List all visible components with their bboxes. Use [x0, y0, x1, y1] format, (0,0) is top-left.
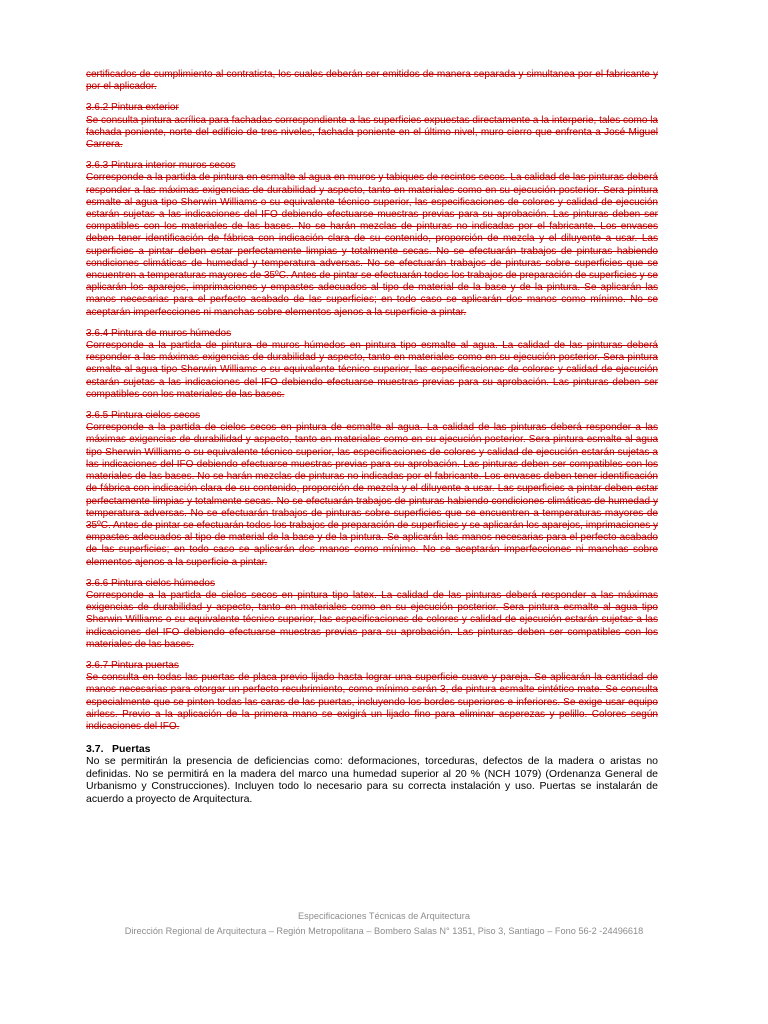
section-body: Corresponde a la partida de pintura en esmalte al agua en muros y tabiques de recintos secos. La calidad de las pinturas deberá responder a las máximas exigencias de durabilidad y aspecto, tanto en materiales como en su ejecución posterior. Sera pintura esmalte al agua tipo Sherwin Williams o su equivalente técnico superior, las especificaciones de colores y calidad de ejecución estarán sujetas a las indicaciones del IFO debiendo efectuarse muestras previas para su aprobación. Las pinturas deben ser compatibles con los materiales de las bases. No se harán mezclas de pinturas no indicadas por el fabricante. Los envases deben tener identificación de fábrica con indicación clara de su contenido, proporción de mezcla y el diluyente a usar. Las superficies a pintar deben estar perfectamente limpias y totalmente secas. No se efectuarán trabajos de pinturas habiendo condiciones climáticas de humedad y temperatura adversas. No se efectuarán trabajos de pinturas sobre superficies que se encuentren a temperaturas mayores de 35ºC. Antes de pintar se efectuarán todos los trabajos de preparación de superficies y se aplicarán los aparejos, imprimaciones y empastes adecuados al tipo de material de la base y de la pintura. Se aplicarán las manos necesarias para el perfecto acabado de las superficies; en todo caso se aplicarán dos manos como mínimo. No se aceptarán imperfecciones ni manchas sobre elementos ajenos a la superficie a pintar. [86, 172, 658, 318]
footer-title: Especificaciones Técnicas de Arquitectura [298, 911, 470, 921]
section-body: Se consulta pintura acrílica para fachadas correspondiente a las superficies expuestas directamente a la interperie, tales como la fachada poniente, norte del edificio de tres niveles, fachada poniente en el último nivel, muro cierro que enfrenta a José Miguel Carrera. [86, 114, 658, 151]
section-heading: 3.6.7 Pintura puertas [86, 659, 179, 671]
section-title-text: Puertas [112, 743, 151, 756]
intro-paragraph: certificados de cumplimiento al contratista, los cuales deberán ser emitidos de manera separada y simultanea por el fabricante y por el aplicador. [86, 69, 658, 93]
section-heading: 3.6.5 Pintura cielos secos [86, 410, 200, 422]
section-3-6-7 [86, 660, 658, 733]
section-body: Corresponde a la partida de cielos secos en pintura tipo latex. La calidad de las pinturas deberá responder a las máximas exigencias de durabilidad y aspecto, tanto en materiales como en su ejecución posterior. Sera pintura esmalte al agua tipo Sherwin Williams o su equivalente técnico superior, las especificaciones de colores y calidad de ejecución estarán sujetas a las indicaciones del IFO debiendo efectuarse muestras previas para su aprobación. Las pinturas deben ser compatibles con los materiales de las bases. [86, 589, 658, 650]
section-3-6-4 [86, 328, 658, 401]
section-3-7 [86, 743, 658, 805]
document-body [86, 69, 658, 805]
section-body: Corresponde a la partida de cielos secos en pintura de esmalte al agua. La calidad de las pinturas deberá responder a las máximas exigencias de durabilidad y aspecto, tanto en materiales como en su ejecución posterior. Sera pintura esmalte al agua tipo Sherwin Williams o su equivalente técnico superior, las especificaciones de colores y calidad de ejecución estarán sujetas a las indicaciones del IFO debiendo efectuarse muestras previas para su aprobación. Las pinturas deben ser compatibles con los materiales de las bases. No se harán mezclas de pinturas no indicadas por el fabricante. Los envases deben tener identificación de fábrica con indicación clara de su contenido, proporción de mezcla y el diluyente a usar. Las superficies a pintar deben estar perfectamente limpias y totalmente secas. No se efectuarán trabajos de pinturas habiendo condiciones climáticas de humedad y temperatura adversas. No se efectuarán trabajos de pinturas sobre superficies que se encuentren a temperaturas mayores de 35ºC. Antes de pintar se efectuarán todos los trabajos de preparación de superficies y se aplicarán los aparejos, imprimaciones y empastes adecuados al tipo de material de la base y de la pintura. Se aplicarán las manos necesarias para el perfecto acabado de las superficies; en todo caso se aplicarán dos manos como mínimo. No se aceptarán imperfecciones ni manchas sobre elementos ajenos a la superficie a pintar. [86, 422, 658, 568]
section-3-6-5 [86, 410, 658, 569]
section-heading: 3.6.3 Pintura interior muros secos [86, 160, 236, 172]
page-footer [0, 909, 768, 939]
section-3-7-heading [86, 743, 658, 755]
section-3-6-6 [86, 578, 658, 651]
section-3-6-2 [86, 102, 658, 151]
section-heading: 3.6.6 Pintura cielos húmedos [86, 577, 215, 589]
section-body: Corresponde a la partida de pintura de muros húmedos en pintura tipo esmalte al agua. La calidad de las pinturas deberá responder a las máximas exigencias de durabilidad y aspecto, tanto en materiales como en su ejecución posterior. Sera pintura esmalte al agua tipo Sherwin Williams o su equivalente técnico superior, las especificaciones de colores y calidad de ejecución estarán sujetas a las indicaciones del IFO debiendo efectuarse muestras previas para su aprobación. Las pinturas deben ser compatibles con los materiales de las bases. [86, 340, 658, 400]
footer-address: Dirección Regional de Arquitectura – Región Metropolitana – Bombero Salas N° 1351, Piso 3, Santiago – Fono 56-2 -24496618 [124, 926, 644, 936]
section-heading: 3.6.4 Pintura de muros húmedos [86, 327, 232, 339]
section-3-7-body: No se permitirán la presencia de deficiencias como: deformaciones, torceduras, defectos de la madera o aristas no definidas. No se permitirá en la madera del marco una humedad superior al 20 % (NCH 1079) (Ordenanza General de Urbanismo y Construcciones). Incluyen todo lo necesario para su correcta instalación y uso. Puertas se instalarán de acuerdo a proyecto de Arquitectura. [86, 755, 658, 805]
section-heading: 3.6.2 Pintura exterior [86, 102, 179, 114]
section-body: Se consulta en todas las puertas de placa previo lijado hasta lograr una superficie suave y pareja. Se aplicarán la cantidad de manos necesarias para otorgar un perfecto recubrimiento, como mínimo serán 3, de pintura esmalte sintético mate. Se consulta especialmente que se pinten todas las caras de las puertas, incluyendo los bordes superiores e inferiores. Se exige usar equipo airless. Previo a la aplicación de la primera mano se exigirá un lijado fino para eliminar asperezas y pelillo. Colores según indicaciones del IFO. [86, 672, 658, 732]
section-number: 3.7. [86, 743, 104, 756]
section-3-6-3 [86, 160, 658, 319]
